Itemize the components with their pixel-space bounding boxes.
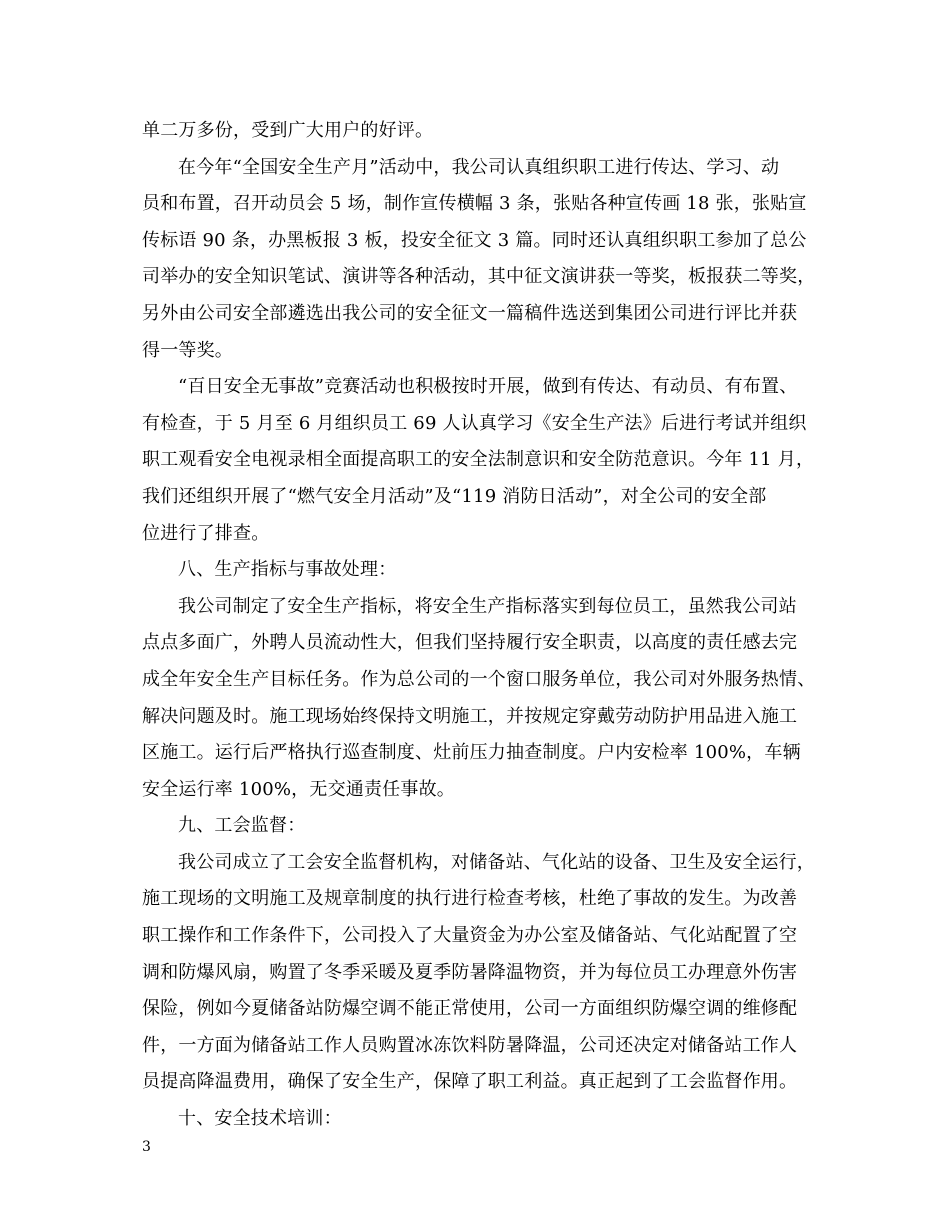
text-line: 有检查，于 5 月至 6 月组织员工 69 人认真学习《安全生产法》后进行考试并组织 [142, 412, 807, 434]
text-line: 施工现场的文明施工及规章制度的执行进行检查考核，杜绝了事故的发生。为改善 [142, 888, 798, 910]
text-line: 职工观看安全电视录相全面提高职工的安全法制意识和安全防范意识。今年 11 月， [142, 449, 815, 471]
page-number: 3 [142, 1139, 151, 1155]
text-line: 我公司成立了工会安全监督机构，对储备站、气化站的设备、卫生及安全运行， [178, 851, 815, 873]
text-line: 位进行了排查。 [142, 522, 270, 544]
section-heading: 十、安全技术培训： [178, 1108, 342, 1130]
text-line: 另外由公司安全部遴选出我公司的安全征文一篇稿件选送到集团公司进行评比并获 [142, 302, 798, 324]
text-line: 单二万多份，受到广大用户的好评。 [142, 120, 434, 141]
text-line: 职工操作和工作条件下，公司投入了大量资金为办公室及储备站、气化站配置了空 [142, 925, 798, 947]
text-line: 得一等奖。 [142, 339, 233, 361]
text-line: 件，一方面为储备站工作人员购置冰冻饮料防暑降温，公司还决定对储备站工作人 [142, 1034, 798, 1056]
text-line: “百日安全无事故”竞赛活动也积极按时开展，做到有传达、有动员、有布置、 [178, 376, 798, 398]
text-line: 传标语 90 条，办黑板报 3 板，投安全征文 3 篇。同时还认真组织职工参加了总公 [142, 229, 807, 251]
text-line: 调和防爆风扇，购置了冬季采暖及夏季防暑降温物资，并为每位员工办理意外伤害 [142, 961, 798, 983]
text-line: 区施工。运行后严格执行巡查制度、灶前压力抽查制度。户内安检率 100%，车辆 [142, 742, 801, 764]
section-heading: 九、工会监督： [178, 815, 306, 837]
text-line: 点点多面广，外聘人员流动性大，但我们坚持履行安全职责，以高度的责任感去完 [142, 632, 798, 654]
text-line: 员提高降温费用，确保了安全生产，保障了职工利益。真正起到了工会监督作用。 [142, 1071, 798, 1093]
text-line: 安全运行率 100%，无交通责任事故。 [142, 778, 455, 800]
text-line: 在今年“全国安全生产月”活动中，我公司认真组织职工进行传达、学习、动 [178, 156, 780, 178]
text-line: 司举办的安全知识笔试、演讲等各种活动，其中征文演讲获一等奖，板报获二等奖， [142, 266, 816, 288]
text-line: 解决问题及时。施工现场始终保持文明施工，并按规定穿戴劳动防护用品进入施工 [142, 705, 798, 727]
text-line: 成全年安全生产目标任务。作为总公司的一个窗口服务单位，我公司对外服务热情、 [142, 668, 816, 690]
text-line: 保险，例如今夏储备站防爆空调不能正常使用，公司一方面组织防爆空调的维修配 [142, 998, 798, 1020]
document-body [142, 113, 822, 1138]
section-heading: 八、生产指标与事故处理： [178, 559, 397, 581]
text-line: 我公司制定了安全生产指标，将安全生产指标落实到每位员工，虽然我公司站 [178, 595, 797, 617]
text-line: 我们还组织开展了“燃气安全月活动”及“119 消防日活动”，对全公司的安全部 [142, 485, 767, 507]
text-line: 员和布置，召开动员会 5 场，制作宣传横幅 3 条，张贴各种宣传画 18 张，张贴宣 [142, 193, 807, 215]
